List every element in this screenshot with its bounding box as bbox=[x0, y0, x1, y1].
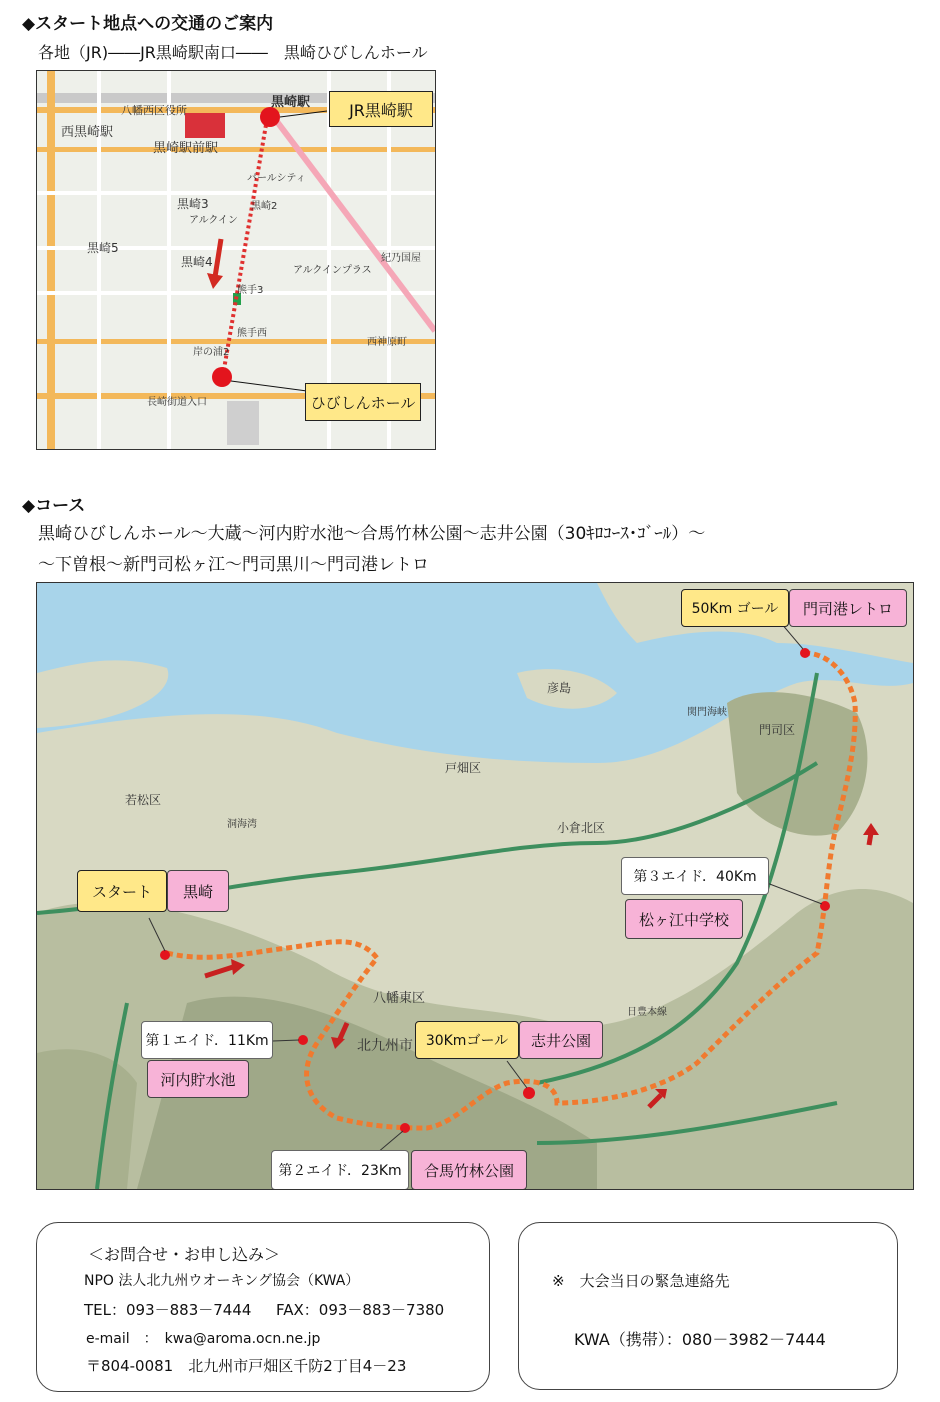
map-label: 八幡東区 bbox=[373, 991, 426, 1006]
map-label: パールシティ bbox=[247, 173, 306, 184]
map-label: 戸畑区 bbox=[445, 761, 482, 775]
map-label: 門司区 bbox=[759, 723, 796, 737]
contact-org: NPO 法人北九州ウオーキング協会（KWA） bbox=[84, 1273, 360, 1289]
map-label: 日豊本線 bbox=[627, 1007, 667, 1018]
course-line-2: ～下曽根～新門司松ヶ江～門司黒川～門司港レトロ bbox=[38, 555, 429, 575]
map-label: 小倉北区 bbox=[557, 821, 606, 835]
emergency-title: ※ 大会当日の緊急連絡先 bbox=[552, 1272, 730, 1290]
callout-hibishin-hall: ひびしんホール bbox=[305, 383, 421, 421]
map-label: 岸の浦2 bbox=[193, 347, 230, 358]
map-label: 北九州市 bbox=[357, 1038, 413, 1054]
map-label: 長崎街道入口 bbox=[147, 397, 207, 408]
callout-aid2-place: 合馬竹林公園 bbox=[411, 1150, 527, 1190]
map-label: 洞海湾 bbox=[227, 819, 257, 830]
map-label: 西神原町 bbox=[367, 337, 407, 348]
map-label: 八幡西区役所 bbox=[121, 104, 187, 117]
contact-email: e-mail ： kwa@aroma.ocn.ne.jp bbox=[86, 1331, 321, 1347]
course-map bbox=[36, 582, 914, 1190]
callout-aid2: 第２エイド．23Km bbox=[271, 1150, 409, 1190]
callout-goal30: 30Kmゴール bbox=[415, 1021, 519, 1059]
callout-goal30-place: 志井公園 bbox=[519, 1021, 603, 1059]
map-label: 黒崎4 bbox=[181, 255, 213, 269]
callout-start-place: 黒崎 bbox=[167, 870, 229, 912]
callout-aid3-place: 松ヶ江中学校 bbox=[625, 899, 743, 939]
map-label: 西黒崎駅 bbox=[61, 125, 114, 140]
map-label: アルクイン bbox=[189, 215, 238, 226]
map-label: 黒崎3 bbox=[177, 197, 209, 211]
emergency-box bbox=[518, 1222, 898, 1390]
access-map bbox=[36, 70, 436, 450]
emergency-phone: KWA（携帯）：080－3982－7444 bbox=[574, 1330, 826, 1349]
callout-start: スタート bbox=[77, 870, 167, 912]
callout-aid1-place: 河内貯水池 bbox=[147, 1060, 249, 1098]
callout-jr-kurosaki: JR黒崎駅 bbox=[329, 91, 433, 127]
map-label: 彦島 bbox=[547, 681, 572, 695]
contact-fax: FAX：093－883－7380 bbox=[276, 1301, 445, 1319]
map-label: 若松区 bbox=[125, 793, 162, 807]
map-label: 黒崎駅前駅 bbox=[153, 141, 219, 156]
contact-title: ＜お問合せ・お申し込み＞ bbox=[88, 1245, 281, 1264]
map-label: 紀乃国屋 bbox=[381, 253, 421, 264]
callout-aid3: 第３エイド．40Km bbox=[621, 857, 769, 895]
contact-address: 〒804-0081 北九州市戸畑区千防2丁目4－23 bbox=[86, 1357, 407, 1375]
map-label: 関門海峡 bbox=[687, 707, 727, 718]
map-label: 黒崎2 bbox=[251, 201, 278, 212]
map-label: 熊手西 bbox=[237, 328, 267, 339]
access-heading: ◆スタート地点への交通のご案内 bbox=[22, 14, 274, 34]
callout-goal50-place: 門司港レトロ bbox=[789, 589, 907, 627]
map-label: 黒崎5 bbox=[87, 241, 119, 255]
course-line-1: 黒崎ひびしんホール～大蔵～河内貯水池～合馬竹林公園～志井公園（30ｷﾛｺｰｽ･ｺﾞｰﾙ）～ bbox=[38, 524, 706, 544]
callout-aid1: 第１エイド．11Km bbox=[141, 1021, 273, 1059]
callout-goal50: 50Km ゴール bbox=[681, 589, 789, 627]
map-label: 黒崎駅 bbox=[271, 95, 311, 110]
map-label: アルクインプラス bbox=[293, 265, 372, 276]
access-route: 各地（JR)――JR黒崎駅南口―― 黒崎ひびしんホール bbox=[38, 43, 428, 62]
map-label: 熊手3 bbox=[237, 285, 264, 296]
course-heading: ◆コース bbox=[22, 496, 86, 516]
contact-tel: TEL：093－883－7444 bbox=[84, 1301, 252, 1319]
